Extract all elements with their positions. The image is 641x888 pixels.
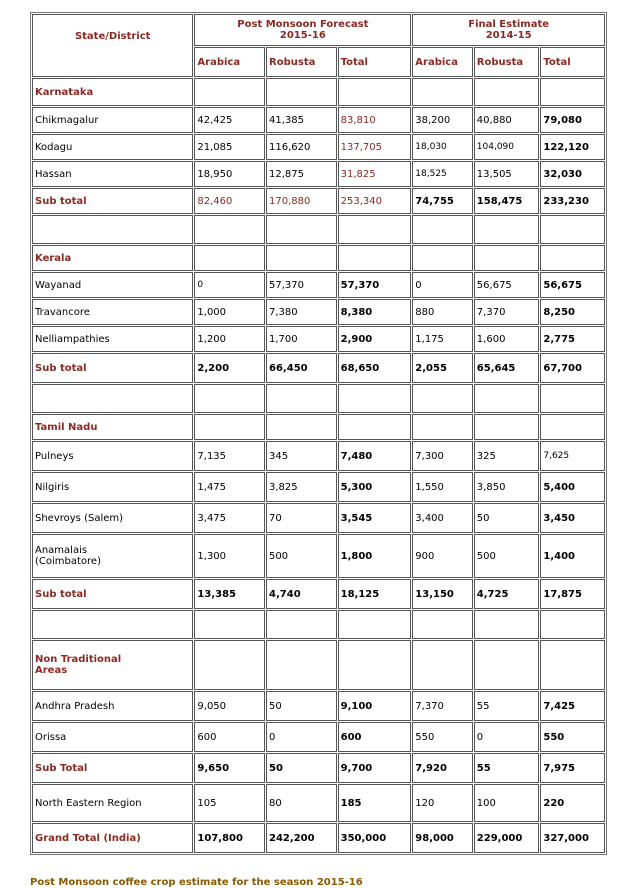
table-cell: 9,650 [194,753,265,783]
table-cell: 7,625 [540,441,605,471]
subtotal-row [32,579,605,609]
table-cell: 13,505 [474,161,540,187]
table-cell: 1,550 [412,472,473,502]
table-cell: 65,645 [474,353,540,383]
table-cell: 55 [474,753,540,783]
table-row [32,161,605,187]
subtotal-row [32,753,605,783]
table-cell: 80 [266,784,337,822]
table-cell: 2,900 [338,326,412,352]
table-cell: 1,475 [194,472,265,502]
district-name: Nilgiris [32,472,193,502]
table-cell: 0 [412,272,473,298]
table-cell: 18,950 [194,161,265,187]
table-cell: 9,700 [338,753,412,783]
table-row [32,107,605,133]
subtotal-row [32,353,605,383]
table-cell: 233,230 [540,188,605,214]
table-cell: 50 [266,691,337,721]
grand-total-label: Grand Total (India) [32,823,193,853]
table-cell: 7,370 [412,691,473,721]
table-row [32,784,605,822]
table-cell: 55 [474,691,540,721]
table-cell: 1,700 [266,326,337,352]
table-cell: 350,000 [338,823,412,853]
table-cell: 82,460 [194,188,265,214]
table-cell: 9,100 [338,691,412,721]
table-cell: 107,800 [194,823,265,853]
coffee-crop-table [30,12,607,855]
state-district-header: State/District [32,14,193,77]
table-cell: 600 [338,722,412,752]
table-row [32,134,605,160]
table-cell: 98,000 [412,823,473,853]
table-cell: 9,050 [194,691,265,721]
table-caption: Post Monsoon coffee crop estimate for the season 2015-16 [30,877,363,888]
table-cell: 50 [266,753,337,783]
table-cell: 1,400 [540,534,605,578]
district-name: Kodagu [32,134,193,160]
table-cell: 18,125 [338,579,412,609]
table-cell: 2,200 [194,353,265,383]
table-cell: 57,370 [266,272,337,298]
table-cell: 0 [474,722,540,752]
table-row [32,272,605,298]
table-row [32,441,605,471]
table-cell: 32,030 [540,161,605,187]
district-name: Pulneys [32,441,193,471]
table-cell: 66,450 [266,353,337,383]
table-row [32,722,605,752]
table-cell: 105 [194,784,265,822]
table-cell: 1,000 [194,299,265,325]
spacer-row [32,610,605,639]
table-row [32,299,605,325]
table-cell: 550 [540,722,605,752]
robusta-header: Robusta [474,47,540,77]
table-cell: 18,030 [412,134,473,160]
district-name: North Eastern Region [32,784,193,822]
table-cell: 3,475 [194,503,265,533]
region-row [32,245,605,271]
total-header: Total [540,47,605,77]
table-cell: 7,380 [266,299,337,325]
table-cell: 4,725 [474,579,540,609]
table-cell: 7,975 [540,753,605,783]
table-cell: 70 [266,503,337,533]
table-cell: 40,880 [474,107,540,133]
region-row [32,414,605,440]
table-cell: 122,120 [540,134,605,160]
table-row [32,472,605,502]
region-row [32,640,605,690]
table-cell: 3,545 [338,503,412,533]
table-cell: 7,480 [338,441,412,471]
table-cell: 3,825 [266,472,337,502]
table-cell: 7,425 [540,691,605,721]
arabica-header: Arabica [194,47,265,77]
table-cell: 21,085 [194,134,265,160]
table-cell: 31,825 [338,161,412,187]
table-cell: 18,525 [412,161,473,187]
spacer-row [32,384,605,413]
spacer-row [32,215,605,244]
table-cell: 12,875 [266,161,337,187]
arabica-header: Arabica [412,47,473,77]
table-cell: 253,340 [338,188,412,214]
table-cell: 3,400 [412,503,473,533]
table-cell: 57,370 [338,272,412,298]
table-cell: 116,620 [266,134,337,160]
table-cell: 17,875 [540,579,605,609]
table-cell: 7,300 [412,441,473,471]
table-cell: 1,600 [474,326,540,352]
table-cell: 5,400 [540,472,605,502]
region-karnataka: Karnataka [32,78,193,106]
table-cell: 900 [412,534,473,578]
table-cell: 345 [266,441,337,471]
table-cell: 7,135 [194,441,265,471]
district-name: Shevroys (Salem) [32,503,193,533]
subtotal-row [32,188,605,214]
district-name: Hassan [32,161,193,187]
region-kerala: Kerala [32,245,193,271]
table-cell: 3,450 [540,503,605,533]
table-cell: 2,055 [412,353,473,383]
table-cell: 500 [474,534,540,578]
table-row [32,326,605,352]
table-cell: 220 [540,784,605,822]
district-name: Orissa [32,722,193,752]
header-row-1 [32,14,605,46]
table-row [32,534,605,578]
district-name: Travancore [32,299,193,325]
table-cell: 7,370 [474,299,540,325]
subtotal-label: Sub total [32,188,193,214]
table-cell: 41,385 [266,107,337,133]
table-cell: 1,175 [412,326,473,352]
table-cell: 0 [194,272,265,298]
table-cell: 1,800 [338,534,412,578]
table-cell: 170,880 [266,188,337,214]
table-cell: 8,250 [540,299,605,325]
table-cell: 67,700 [540,353,605,383]
table-cell: 600 [194,722,265,752]
table-cell: 13,150 [412,579,473,609]
robusta-header: Robusta [266,47,337,77]
table-cell: 13,385 [194,579,265,609]
table-row [32,503,605,533]
subtotal-label: Sub Total [32,753,193,783]
table-cell: 79,080 [540,107,605,133]
table-row [32,691,605,721]
subtotal-label: Sub total [32,579,193,609]
table-cell: 50 [474,503,540,533]
table-cell: 242,200 [266,823,337,853]
table-cell: 325 [474,441,540,471]
table-cell: 185 [338,784,412,822]
district-name: Anamalais (Coimbatore) [32,534,193,578]
table-cell: 880 [412,299,473,325]
subtotal-label: Sub total [32,353,193,383]
table-cell: 100 [474,784,540,822]
table-cell: 500 [266,534,337,578]
region-non-traditional: Non Traditional Areas [32,640,193,690]
table-cell: 7,920 [412,753,473,783]
district-name: Nelliampathies [32,326,193,352]
table-cell: 74,755 [412,188,473,214]
table-cell: 42,425 [194,107,265,133]
table-cell: 327,000 [540,823,605,853]
table-cell: 2,775 [540,326,605,352]
final-estimate-header: Final Estimate 2014-15 [412,14,605,46]
district-name: Wayanad [32,272,193,298]
table-cell: 104,090 [474,134,540,160]
table-cell: 38,200 [412,107,473,133]
region-row [32,78,605,106]
table-cell: 550 [412,722,473,752]
total-header: Total [338,47,412,77]
coffee-crop-table-wrapper [30,12,607,855]
table-cell: 158,475 [474,188,540,214]
table-cell: 56,675 [540,272,605,298]
district-name: Chikmagalur [32,107,193,133]
table-cell: 3,850 [474,472,540,502]
table-cell: 4,740 [266,579,337,609]
table-cell: 5,300 [338,472,412,502]
table-cell: 1,200 [194,326,265,352]
table-cell: 56,675 [474,272,540,298]
table-cell: 68,650 [338,353,412,383]
table-cell: 1,300 [194,534,265,578]
district-name: Andhra Pradesh [32,691,193,721]
grand-total-row [32,823,605,853]
table-cell: 137,705 [338,134,412,160]
table-cell: 8,380 [338,299,412,325]
table-cell: 120 [412,784,473,822]
region-tamil-nadu: Tamil Nadu [32,414,193,440]
table-cell: 0 [266,722,337,752]
post-monsoon-header: Post Monsoon Forecast 2015-16 [194,14,411,46]
table-cell: 83,810 [338,107,412,133]
table-cell: 229,000 [474,823,540,853]
